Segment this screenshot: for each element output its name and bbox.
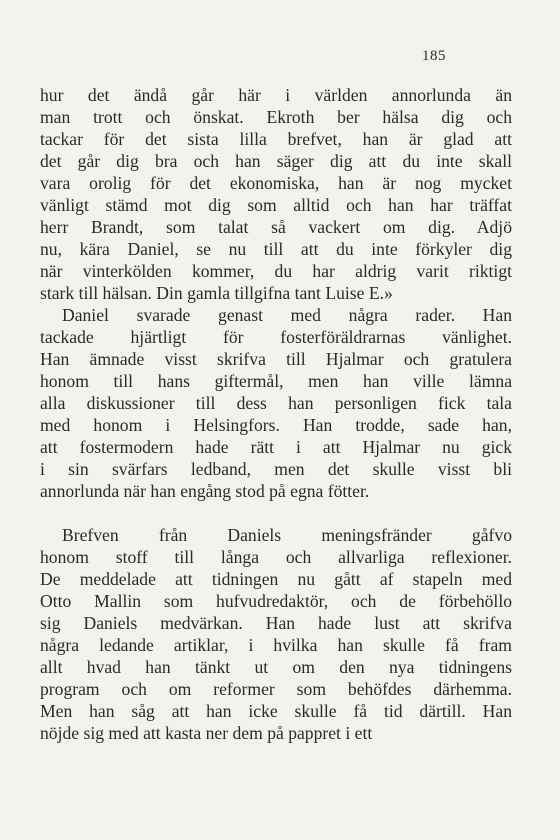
text-line: Han ämnade visst skrifva till Hjalmar och gratulera [40,349,512,369]
text-line: hur det ändå går här i världen annorlunda än [40,85,512,105]
paragraph [40,524,512,744]
text-line: nöjde sig med att kasta ner dem på pappret i ett [40,723,373,743]
text-line: allt hvad han tänkt ut om den nya tidningens [40,657,512,677]
text-line: Men han såg att han icke skulle få tid därtill. Han [40,701,512,721]
paragraph [40,84,512,304]
text-line: att fostermodern hade rätt i att Hjalmar nu gick [40,437,512,457]
text-line: vara orolig för det ekonomiska, han är nog mycket [40,173,512,193]
paragraph [40,304,512,502]
text-line: när vinterkölden kommer, du har aldrig varit riktigt [40,261,512,281]
text-line: Daniel svarade genast med några rader. Han [62,305,512,325]
text-line: annorlunda när han engång stod på egna fötter. [40,481,370,501]
text-line: tackade hjärtligt för fosterföräldrarnas vänlighet. [40,327,512,347]
text-line: vänligt stämd mot dig som alltid och han har träffat [40,195,512,215]
text-line: det går dig bra och han säger dig att du inte skall [40,151,512,171]
page-number: 185 [422,48,446,64]
text-line: med honom i Helsingfors. Han trodde, sade han, [40,415,512,435]
text-line: nu, kära Daniel, se nu till att du inte förkyler dig [40,239,512,259]
text-line: Brefven från Daniels meningsfränder gåfvo [62,525,512,545]
text-line: honom stoff till långa och allvarliga reflexioner. [40,547,512,567]
text-line: i sin svärfars ledband, men det skulle visst bli [40,459,512,479]
text-line: stark till hälsan. Din gamla tillgifna tant Luise E.» [40,283,393,303]
text-line: herr Brandt, som talat så vackert om dig. Adjö [40,217,512,237]
text-line: De meddelade att tidningen nu gått af stapeln med [40,569,512,589]
text-line: Otto Mallin som hufvudredaktör, och de förbehöllo [40,591,512,611]
text-line: sig Daniels medvärkan. Han hade lust att skrifva [40,613,512,633]
text-line: program och om reformer som behöfdes därhemma. [40,679,512,699]
paragraph-gap [40,502,512,524]
text-line: tackar för det sista lilla brefvet, han är glad att [40,129,512,149]
text-line: alla diskussioner till dess han personligen fick tala [40,393,512,413]
text-line: honom till hans giftermål, men han ville lämna [40,371,512,391]
text-line: några ledande artiklar, i hvilka han skulle få fram [40,635,512,655]
body-text [40,84,512,744]
text-line: man trott och önskat. Ekroth ber hälsa dig och [40,107,512,127]
